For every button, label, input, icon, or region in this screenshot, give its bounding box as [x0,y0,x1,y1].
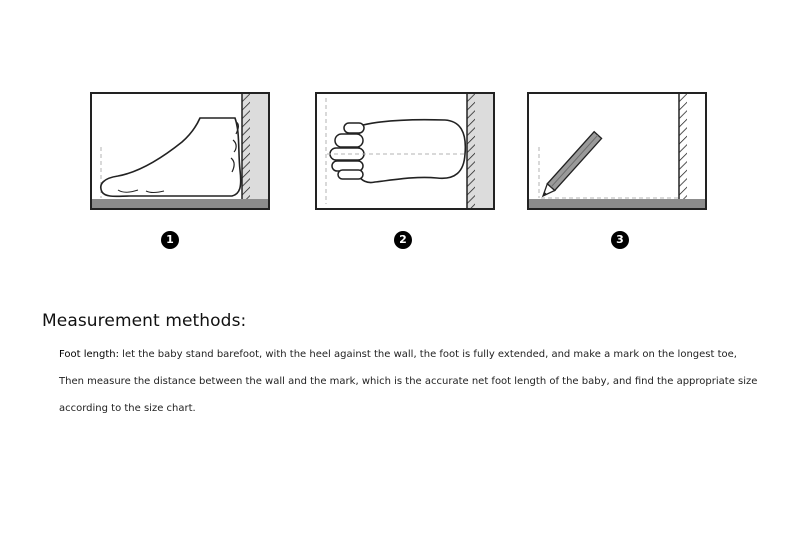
foot-top-outline [359,120,465,183]
description-line-3: according to the size chart. [59,403,196,414]
step-1-number: 1 [161,231,179,249]
wall-hatch [242,94,250,200]
foot-length-description [59,349,759,430]
description-line-2: Then measure the distance between the wall and the mark, which is the accurate net foot length of the baby, and find the appropriate size [59,376,758,387]
step-2-illustration [315,92,496,211]
floor [529,199,705,208]
wall-hatch [467,94,475,208]
step-3-illustration [527,92,708,211]
toe-1 [344,123,364,133]
description-line-1 [59,349,759,376]
section-heading: Measurement methods: [42,311,247,331]
toe-2 [335,134,363,147]
step-2-number: 2 [394,231,412,249]
toe-5 [338,170,363,179]
step-1-illustration [90,92,271,211]
foot-length-label: Foot length: [59,349,119,360]
floor [92,199,268,208]
step-3-number: 3 [611,231,629,249]
wall-hatch [679,94,687,199]
description-text-1: let the baby stand barefoot, with the heel against the wall, the foot is fully extended, and make a mark on the longest toe, [118,349,737,360]
